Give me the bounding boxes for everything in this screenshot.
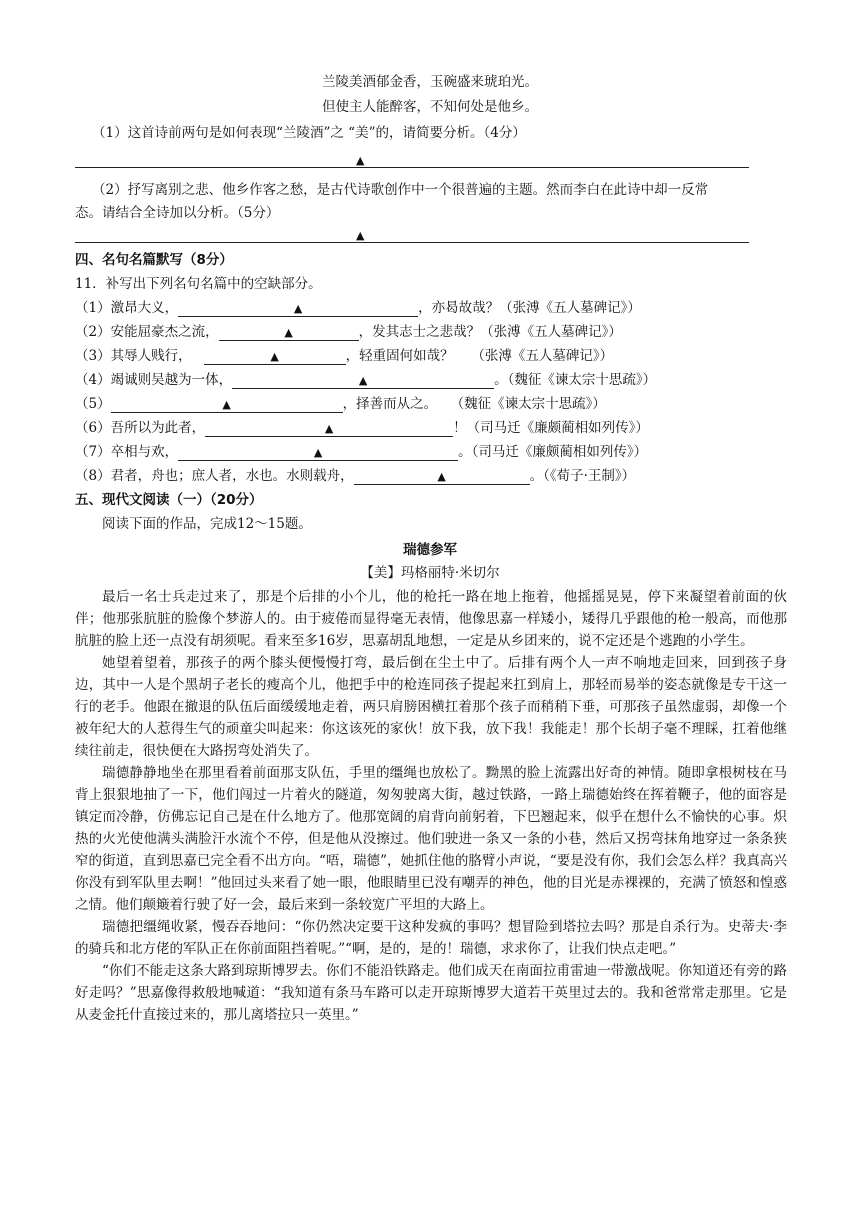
answer-marker: ▲	[270, 350, 279, 363]
fill-item-post: ，择善而从之。 （魏征《谏太宗十思疏》）	[342, 396, 606, 412]
fill-item-post: ，发其志士之悲哉？（张溥《五人墓碑记》）	[358, 324, 622, 340]
fill-item-post: ，亦曷故哉？（张溥《五人墓碑记》）	[418, 300, 641, 316]
fill-item-post: 。（魏征《谏太宗十思疏》）	[494, 372, 657, 388]
fill-blank[interactable]	[354, 468, 530, 485]
fill-item-2	[75, 322, 622, 342]
answer-marker: ▲	[356, 154, 365, 167]
fill-item-4	[75, 370, 656, 390]
question-2-line-2: 态。请结合全诗加以分析。（5分）	[75, 205, 280, 221]
article-title: 瑞德参军	[403, 542, 457, 558]
poem-line-2: 但使主人能醉客，不知何处是他乡。	[322, 99, 538, 115]
answer-line-1[interactable]	[75, 167, 749, 168]
answer-marker: ▲	[358, 374, 368, 387]
question-1: （1）这首诗前两句是如何表现“兰陵酒”之 “美”的，请简要分析。（4分）	[92, 125, 526, 141]
article-paragraph: 最后一名士兵走过来了，那是个后排的小个儿，他的枪托一路在地上拖着，他摇摇晃晃，停下来凝望着前面的伙伴；他那张肮脏的脸像个梦游人的。由于疲倦而显得毫无表情，他像思嘉一样矮小，矮得几乎跟他的枪一般高，而他那肮脏的脸上还一点没有胡须呢。看来至多16岁，思嘉胡乱地想，一定是从乡团来的，说不定还是个逃跑的小学生。	[75, 589, 787, 649]
question-2-line-1: （2）抒写离别之悲、他乡作客之愁，是古代诗歌创作中一个很普遍的主题。然而李白在此诗中却一反常	[92, 182, 709, 198]
fill-blank[interactable]	[178, 300, 418, 317]
answer-marker: ▲	[284, 326, 293, 339]
fill-item-post: ！（司马迁《廉颇蔺相如列传》）	[453, 420, 649, 436]
answer-marker: ▲	[356, 229, 365, 242]
article-paragraph: 瑞德把缰绳收紧，慢吞吞地问：“你仍然决定要干这种发疯的事吗？想冒险到塔拉去吗？那是自杀行为。史蒂夫·李的骑兵和北方佬的军队正在你前面阻挡着呢。”“啊，是的，是的！瑞德，求求你了，让我们快点走吧。”	[75, 919, 787, 957]
article-paragraph: “你们不能走这条大路到琼斯博罗去。你们不能沿铁路走。他们成天在南面拉甫雷迪一带激战呢。你知道还有旁的路好走吗？”思嘉像得救般地喊道：“我知道有条马车路可以走开琼斯博罗大道若干英里过去的。我和爸常常走那里。它是从麦金托什直接过来的，那儿离塔拉只一英里。”	[75, 963, 787, 1023]
article-paragraph: 她望着望着，那孩子的两个膝头便慢慢打弯，最后倒在尘土中了。后排有两个人一声不响地走回来，回到孩子身边，其中一人是个黑胡子老长的瘦高个儿，他把手中的枪连同孩子提起来扛到肩上，那轻而易举的姿态就像是专干这一行的老手。他跟在撤退的队伍后面缓缓地走着，两只肩膀困横扛着那个孩子而稍稍下垂，可那孩子虽然虚弱，却像一个被年纪大的人惹得生气的顽童尖叫起来：你这该死的家伙！放下我，放下我！我能走！那个长胡子毫不理睬，扛着他继续往前走，很快便在大路拐弯处消失了。	[75, 655, 787, 759]
article-body	[75, 586, 787, 1026]
fill-item-7	[75, 442, 647, 462]
section-4-instruction: 11．补写出下列名句名篇中的空缺部分。	[75, 276, 322, 292]
fill-item-pre: （7）卒相与欢，	[75, 444, 179, 460]
answer-line-2[interactable]	[75, 242, 749, 243]
article-paragraph: 瑞德静静地坐在那里看着前面那支队伍，手里的缰绳也放松了。黝黑的脸上流露出好奇的神情。随即拿根树枝在马背上狠狠地抽了一下，他们闯过一片着火的隧道，匆匆驶离大街，越过铁路，一路上瑞德始终在挥着鞭子，他的面容是镇定而冷静，仿佛忘记自己是在什么地方了。他那宽阔的肩背向前躬着，下巴翘起来，似乎在想什么不愉快的心事。炽热的火光使他满头满脸汗水流个不停，但是他从没擦过。他们驶进一条又一条的小巷，然后又拐弯抹角地穿过一条条狭窄的街道，直到思嘉已完全看不出方向。“唔，瑞德”，她抓住他的胳臂小声说，“要是没有你，我们会怎么样？我真高兴你没有到军队里去啊！”他回过头来看了她一眼，他眼睛里已没有嘲弄的神色，他的目光是赤裸裸的，充满了愤怒和惶惑之情。他们颠簸着行驶了好一会，最后来到一条较宽广平坦的大路上。	[75, 765, 787, 913]
section-5-heading: 五、现代文阅读（一）（20分）	[75, 492, 263, 508]
fill-blank[interactable]	[204, 348, 346, 365]
answer-marker: ▲	[324, 422, 334, 435]
fill-item-pre: （1）激昂大义，	[75, 300, 179, 316]
fill-item-6	[75, 418, 649, 438]
fill-item-pre: （5）	[75, 396, 111, 412]
fill-item-pre: （6）吾所以为此者，	[75, 420, 206, 436]
answer-marker: ▲	[293, 302, 303, 315]
fill-blank[interactable]	[205, 420, 453, 437]
fill-item-8	[75, 466, 635, 486]
fill-blank[interactable]	[219, 324, 359, 341]
poem-line-1: 兰陵美酒郁金香，玉碗盛来琥珀光。	[322, 74, 538, 90]
fill-item-5	[75, 394, 606, 414]
fill-item-post: 。（《荀子·王制》）	[529, 468, 636, 484]
fill-item-pre: （3）其辱人贱行，	[75, 348, 192, 364]
fill-item-post: 。（司马迁《廉颇蔺相如列传》）	[458, 444, 648, 460]
fill-item-pre: （4）竭诚则吴越为一体，	[75, 372, 233, 388]
fill-item-pre: （2）安能屈豪杰之流，	[75, 324, 219, 340]
section-4-heading: 四、名句名篇默写（8分）	[75, 252, 233, 268]
answer-marker: ▲	[222, 398, 231, 411]
fill-item-3	[75, 346, 613, 366]
answer-marker: ▲	[313, 446, 323, 459]
fill-item-1	[75, 298, 641, 318]
fill-item-pre: （8）君者，舟也；庶人者，水也。水则载舟，	[75, 468, 354, 484]
section-5-instruction: 阅读下面的作品，完成12～15题。	[102, 516, 312, 532]
fill-blank[interactable]	[178, 444, 458, 461]
answer-marker: ▲	[437, 470, 446, 483]
fill-item-post: ，轻重固何如哉？ （张溥《五人墓碑记》）	[345, 348, 614, 364]
article-author: 【美】玛格丽特·米切尔	[360, 565, 500, 581]
fill-blank[interactable]	[232, 372, 494, 389]
fill-blank[interactable]	[111, 396, 343, 413]
